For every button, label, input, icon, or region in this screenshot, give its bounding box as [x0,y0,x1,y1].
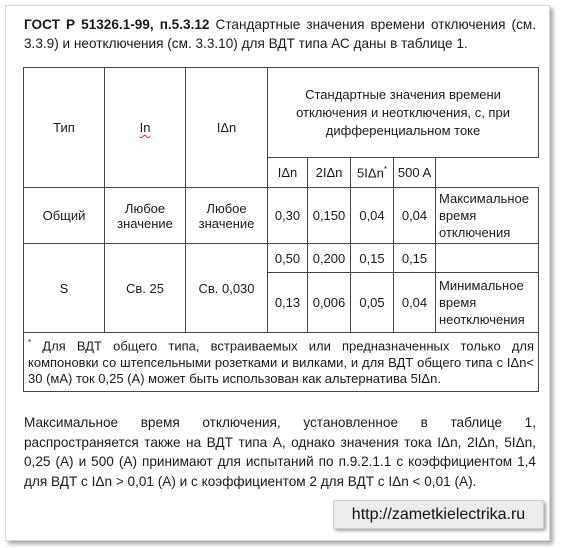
table-row-s-max [24,244,539,273]
subheader-500a: 500 A [394,158,436,188]
cell-type: Общий [24,188,105,244]
subheader-2idn: 2IΔn [308,158,351,188]
standard-times-table [23,67,539,392]
cell-value: 0,15 [351,244,394,273]
cell-idn: Любое значение [186,188,268,244]
subheader-5idn [351,158,394,188]
cell-value: 0,04 [394,273,436,333]
header-type: Тип [24,68,105,188]
cell-value: 0,04 [394,188,436,244]
cell-value: 0,150 [308,188,351,244]
intro-paragraph [24,15,536,53]
cell-value: 0,30 [268,188,308,244]
cell-in: Св. 25 [105,244,186,333]
cell-note: Минимальное время неотключения [436,273,539,333]
watermark-url: http://zametkielectrika.ru [333,500,544,529]
after-paragraph: Максимальное время отключения, установленное в таблице 1, распространяется также на ВДТ типа А, однако значения тока IΔn, 2IΔn, 5IΔn, 0,25 (А) и 500 (А) принимают для испытаний по п.9.2.1.1 с коэффициентом 1,4 для ВДТ с IΔn > 0,01 (А) и с коэффициентом 2 для ВДТ с IΔn < 0,01 (А). [24,415,536,489]
header-times: Стандартные значения времени отключения и неотключения, с, при дифференциальном токе [268,68,539,158]
subheader-footnote-mark: * [383,164,387,174]
cell-value: 0,200 [308,244,351,273]
cell-type: S [24,244,105,333]
cell-value: 0,04 [351,188,394,244]
cell-value: 0,13 [268,273,308,333]
cell-note: Максимальное время отключения [436,188,539,244]
cell-value: 0,15 [394,244,436,273]
cell-value: 0,05 [351,273,394,333]
cell-value: 0,50 [268,244,308,273]
header-in [105,68,186,188]
cell-idn: Св. 0,030 [186,244,268,333]
footnote-text: Для ВДТ общего типа, встраиваемых или предназначенных только для компоновки со штепсельными розетками и вилками, и для ВДТ общего типа с IΔn< 30 (мА) ток 0,25 (А) может быть использован как альтернатива 5IΔn. [28,338,535,387]
cell-value: 0,006 [308,273,351,333]
gost-reference: ГОСТ Р 51326.1-99, п.5.3.12 [24,17,210,32]
subheader-5idn-label: 5IΔn [357,165,384,181]
table-footnote [24,333,539,392]
header-idn: IΔn [186,68,268,188]
cell-note [436,244,539,273]
table-row-general [24,188,539,244]
footnote-mark: * [28,338,32,347]
table-footnote-row [24,333,539,392]
subheader-idn: IΔn [268,158,308,188]
header-in-label: In [139,120,151,135]
cell-in: Любое значение [105,188,186,244]
intro-text: Стандартные значения времени отключения (см. 3.3.9) и неотключения (см. 3.3.10) для ВДТ типа АС даны в таблице 1. [24,17,536,51]
